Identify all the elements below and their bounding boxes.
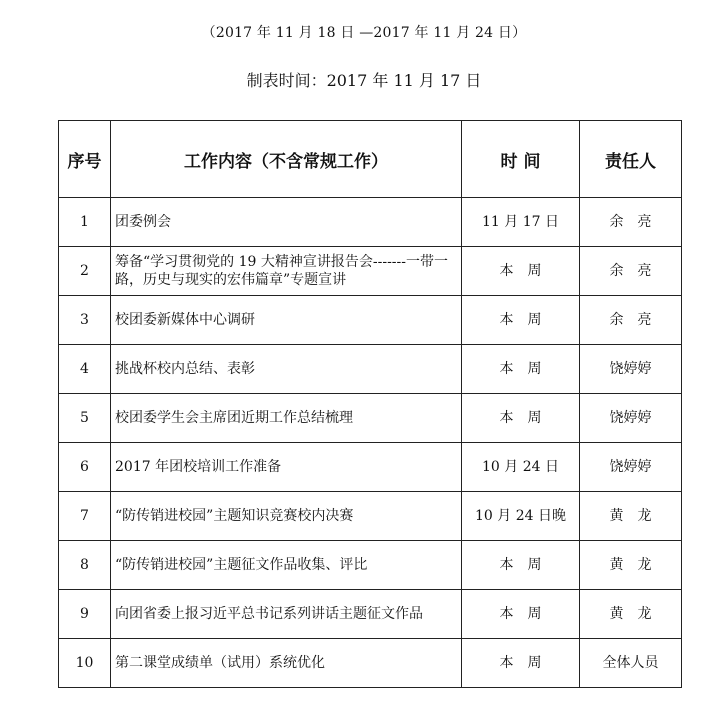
row-number: 5 xyxy=(59,394,111,443)
col-header-time: 时 间 xyxy=(462,121,580,198)
row-time: 本 周 xyxy=(462,247,580,296)
row-person: 全体人员 xyxy=(580,639,682,688)
table-row xyxy=(59,198,682,247)
row-number: 1 xyxy=(59,198,111,247)
row-content: “防传销进校园”主题知识竞赛校内决赛 xyxy=(111,492,462,541)
work-schedule-table xyxy=(58,120,682,688)
row-time: 本 周 xyxy=(462,639,580,688)
table-row xyxy=(59,296,682,345)
table-row xyxy=(59,639,682,688)
row-person: 余 亮 xyxy=(580,296,682,345)
table-row xyxy=(59,492,682,541)
row-content: 筹备“学习贯彻党的 19 大精神宣讲报告会-------一带一路，历史与现实的宏伟篇章”专题宣讲 xyxy=(111,247,462,296)
row-content: 2017 年团校培训工作准备 xyxy=(111,443,462,492)
table-header-row xyxy=(59,121,682,198)
table-row xyxy=(59,394,682,443)
row-time: 11 月 17 日 xyxy=(462,198,580,247)
row-person: 余 亮 xyxy=(580,247,682,296)
row-person: 饶婷婷 xyxy=(580,345,682,394)
row-time: 本 周 xyxy=(462,590,580,639)
row-number: 3 xyxy=(59,296,111,345)
date-range: （2017 年 11 月 18 日 —2017 年 11 月 24 日） xyxy=(201,25,527,41)
row-person: 黄 龙 xyxy=(580,492,682,541)
row-person: 饶婷婷 xyxy=(580,443,682,492)
row-person: 余 亮 xyxy=(580,198,682,247)
made-time: 制表时间：2017 年 11 月 17 日 xyxy=(246,71,482,90)
row-time: 本 周 xyxy=(462,296,580,345)
row-number: 2 xyxy=(59,247,111,296)
row-content: 挑战杯校内总结、表彰 xyxy=(111,345,462,394)
table-row xyxy=(59,541,682,590)
row-time: 本 周 xyxy=(462,541,580,590)
row-time: 10 月 24 日晚 xyxy=(462,492,580,541)
row-time: 本 周 xyxy=(462,394,580,443)
row-content: 校团委学生会主席团近期工作总结梳理 xyxy=(111,394,462,443)
row-content: “防传销进校园”主题征文作品收集、评比 xyxy=(111,541,462,590)
row-content: 第二课堂成绩单（试用）系统优化 xyxy=(111,639,462,688)
row-content: 校团委新媒体中心调研 xyxy=(111,296,462,345)
row-number: 4 xyxy=(59,345,111,394)
table-row xyxy=(59,443,682,492)
row-number: 8 xyxy=(59,541,111,590)
row-content: 团委例会 xyxy=(111,198,462,247)
row-person: 黄 龙 xyxy=(580,541,682,590)
row-number: 9 xyxy=(59,590,111,639)
row-time: 10 月 24 日 xyxy=(462,443,580,492)
col-header-content: 工作内容（不含常规工作） xyxy=(111,121,462,198)
row-person: 饶婷婷 xyxy=(580,394,682,443)
col-header-number: 序号 xyxy=(59,121,111,198)
row-number: 6 xyxy=(59,443,111,492)
table-row xyxy=(59,247,682,296)
table-row xyxy=(59,590,682,639)
row-content: 向团省委上报习近平总书记系列讲话主题征文作品 xyxy=(111,590,462,639)
col-header-person: 责任人 xyxy=(580,121,682,198)
table-row xyxy=(59,345,682,394)
row-person: 黄 龙 xyxy=(580,590,682,639)
row-time: 本 周 xyxy=(462,345,580,394)
row-number: 10 xyxy=(59,639,111,688)
row-number: 7 xyxy=(59,492,111,541)
